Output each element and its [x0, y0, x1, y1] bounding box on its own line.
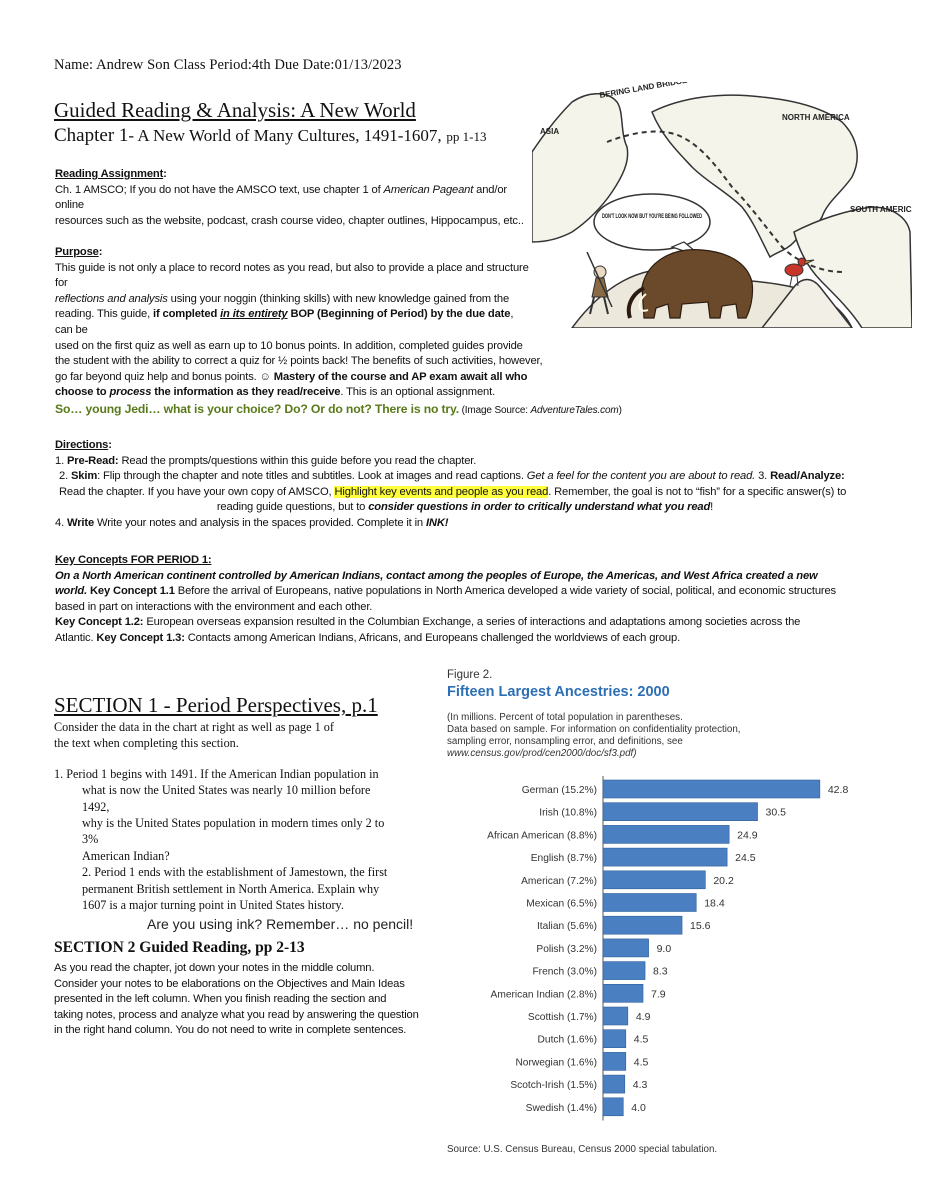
ancestry-chart [440, 665, 910, 1165]
section1-title-text: SECTION 1 - Period Perspectives, p.1 [54, 693, 378, 717]
direction-text: ! [710, 501, 714, 514]
image-source: (Image Source: [458, 404, 531, 416]
chart-value-label: 4.0 [631, 1101, 646, 1114]
purpose-text-bold: Mastery of the course and AP exam await all who [273, 370, 528, 383]
chart-value-label: 4.5 [633, 1056, 649, 1069]
image-source-site: AdventureTales.com [530, 404, 619, 416]
section2-text: As you read the chapter, jot down your notes in the middle column. [54, 962, 375, 974]
directions-heading: Directions [55, 439, 109, 451]
chart-note: sampling error, nonsampling error, and definitions, see [447, 736, 683, 747]
chart-value-label: 4.9 [635, 1011, 651, 1023]
chart-value-label: 42.8 [827, 784, 849, 796]
image-source: ) [618, 404, 622, 416]
chart-bar [603, 916, 682, 934]
direction-label: Write [67, 516, 95, 529]
key-concepts-section [55, 553, 885, 647]
chart-bars [487, 776, 848, 1121]
concept-thesis: On a North American continent controlled by American Indians, contact among the peoples of Europe, the Americas, and West Africa created a new [55, 569, 818, 582]
direction-number: 2. [59, 470, 71, 483]
question-1: why is the United States population in modern times only 2 to [82, 816, 385, 831]
highlighted-text: Highlight key events and people as you read [334, 485, 549, 498]
chart-bar [603, 803, 758, 821]
question-2: 1607 is a major turning point in United States history. [82, 898, 344, 913]
reading-text: online [55, 199, 84, 212]
direction-number: 3. [755, 470, 771, 483]
chart-bar [603, 984, 643, 1002]
document-title-text: Guided Reading & Analysis: A New World [54, 98, 416, 122]
purpose-heading: Purpose [55, 246, 99, 258]
chart-value-label: 7.9 [651, 988, 666, 1001]
chart-bar [603, 848, 727, 866]
chart-value-label: 20.2 [713, 874, 734, 887]
chart-category-label: Mexican (6.5%) [526, 898, 597, 910]
chart-bar [603, 1030, 626, 1048]
bering-label: BERING LAND BRIDGE [598, 82, 688, 100]
chart-category-label: Norwegian (1.6%) [515, 1057, 597, 1069]
chart-category-label: Polish (3.2%) [536, 943, 597, 955]
direction-label: Read/Analyze: [770, 470, 845, 483]
reading-text: Ch. 1 AMSCO; If you do not have the AMSCO text, use chapter 1 of [55, 183, 384, 196]
direction-number: 4. [55, 516, 67, 529]
directions-section [55, 438, 875, 532]
chart-category-label: Swedish (1.4%) [525, 1102, 597, 1114]
section2-title: SECTION 2 Guided Reading, pp 2-13 [54, 939, 305, 956]
chart-category-label: Italian (5.6%) [536, 921, 597, 933]
section2-text: presented in the left column. When you finish reading the section and [54, 993, 387, 1006]
section1-title [54, 693, 378, 718]
purpose-text: can be [55, 323, 88, 336]
reading-heading: Reading Assignment [55, 168, 164, 180]
chart-value-label: 24.5 [735, 852, 756, 865]
section1-intro: Consider the data in the chart at right as well as page 1 of [54, 720, 334, 734]
section2-body [54, 961, 444, 1039]
direction-text: Read the prompts/questions within this guide before you read the chapter. [118, 454, 477, 467]
chart-value-label: 24.9 [737, 829, 758, 842]
purpose-text: go far beyond quiz help and bonus points. ☺ [55, 370, 274, 383]
north-america-label: NORTH AMERICA [782, 113, 850, 122]
chart-value-label: 8.3 [653, 965, 668, 978]
chart-value-label: 9.0 [656, 942, 672, 955]
chart-bar [603, 894, 696, 912]
reading-text: resources such as the website, podcast, crash course video, chapter outlines, Hippocampus, etc.. [55, 214, 524, 227]
chart-bar [603, 871, 705, 889]
purpose-text: using your noggin (thinking skills) with new knowledge gained from the [167, 292, 510, 305]
ink-reminder: Are you using ink? Remember… no pencil! [147, 916, 414, 932]
chart-note-url: www.census.gov/prod/cen2000/doc/sf3.pdf) [447, 748, 637, 759]
chapter-title [54, 125, 487, 147]
document-title [54, 98, 416, 123]
reading-text: and/or [473, 183, 507, 196]
speech-bubble-text: DON'T LOOK NOW BUT YOU'RE BEING FOLLOWED [602, 213, 703, 220]
concept-label: Key Concept 1.2: [55, 616, 144, 629]
concept-label: Key Concept 1.1 [87, 585, 175, 598]
section2-text: Consider your notes to be elaborations on the Objectives and Main Ideas [54, 977, 405, 990]
chart-bar [603, 1052, 626, 1070]
purpose-text: . This is an optional assignment. [340, 386, 496, 399]
direction-text: . Remember, the goal is not to “fish” for a specific answer(s) to [548, 485, 847, 498]
purpose-text: , [510, 308, 514, 321]
south-america-label: SOUTH AMERICA [850, 205, 912, 214]
question-2: 2. Period 1 ends with the establishment of Jamestown, the first [82, 865, 388, 880]
chart-bar [603, 780, 820, 798]
direction-text: Write your notes and analysis in the spaces provided. Complete it in [94, 516, 426, 529]
direction-text-emphasis: consider questions in order to critically understand what you read [368, 501, 711, 514]
chart-category-label: Scotch-Irish (1.5%) [510, 1080, 597, 1092]
direction-number: 1. [55, 454, 67, 467]
chart-value-label: 18.4 [704, 897, 725, 910]
asia-label: ASIA [540, 127, 560, 136]
section2-text: in the right hand column. You do not need to write in complete sentences. [54, 1024, 407, 1037]
chart-category-label: English (8.7%) [530, 853, 597, 865]
concept-text: Before the arrival of Europeans, native populations in North America developed a wide variety of social, political, and economic structures [174, 585, 836, 598]
question-1: 1492, [82, 799, 110, 814]
chart-value-label: 30.5 [765, 806, 786, 819]
ancestry-chart-svg [440, 665, 910, 1165]
student-info-line: Name: Andrew Son Class Period:4th Due Date:01/13/2023 [54, 57, 402, 73]
chart-source: Source: U.S. Census Bureau, Census 2000 special tabulation. [447, 1144, 718, 1155]
key-concepts-heading: Key Concepts FOR PERIOD 1: [55, 554, 212, 566]
chapter-number: Chapter 1 [54, 125, 129, 146]
reading-text-book: American Pageant [383, 183, 474, 196]
chart-bar [603, 1075, 625, 1093]
chart-category-label: Irish (10.8%) [539, 807, 597, 819]
purpose-text: the student with the ability to correct a quiz for ½ points back! The benefits of such activities, however, [55, 355, 543, 368]
purpose-text-bold: the information as they read/receive [151, 386, 341, 399]
concept-thesis: world. [55, 585, 88, 598]
chart-value-label: 15.6 [690, 920, 711, 933]
question-2: permanent British settlement in North America. Explain why [82, 881, 380, 896]
purpose-text-bold: choose to [55, 386, 110, 399]
question-1: what is now the United States was nearly 10 million before [82, 783, 371, 798]
concept-text: European overseas expansion resulted in the Columbian Exchange, a series of interactions and adaptations among societies across the [143, 616, 801, 629]
section1-intro: the text when completing this section. [54, 736, 239, 751]
purpose-heading-colon: : [98, 246, 103, 258]
chart-bar [603, 1007, 628, 1025]
directions-heading-colon: : [108, 439, 112, 451]
reading-assignment [55, 167, 525, 229]
chart-title: Fifteen Largest Ancestries: 2000 [447, 684, 670, 700]
purpose-text: reading. This guide, [55, 308, 154, 321]
chart-category-label: American (7.2%) [521, 875, 597, 887]
purpose-text-bold: BOP (Beginning of Period) by the due date [287, 308, 511, 321]
direction-text: Read the chapter. If you have your own copy of AMSCO, [59, 485, 335, 498]
question-1: American Indian? [82, 848, 170, 863]
figure-label: Figure 2. [447, 669, 493, 681]
concept-text: based in part on interactions with the environment and each other. [55, 600, 373, 613]
question-1: 3% [82, 832, 99, 847]
concept-label: Key Concept 1.3: [96, 631, 185, 644]
direction-text-emphasis: INK! [425, 516, 449, 529]
reading-heading-colon: : [163, 168, 167, 180]
purpose-text: used on the first quiz as well as earn up to 10 bonus points. In addition, completed guides provide [55, 339, 523, 352]
chart-category-label: American Indian (2.8%) [490, 989, 597, 1001]
chart-value-label: 4.3 [632, 1079, 648, 1092]
chart-bar [603, 1098, 623, 1116]
chart-value-label: 4.5 [633, 1033, 649, 1046]
direction-text-italic: Get a feel for the content you are about to read. [526, 470, 756, 483]
jedi-quote: So… young Jedi… what is your choice? Do? Or do not? There is no try. [55, 401, 459, 416]
chart-note: Data based on sample. For information on confidentiality protection, [447, 724, 741, 735]
direction-text: reading guide questions, but to [216, 501, 369, 514]
chart-category-label: Scottish (1.7%) [527, 1012, 597, 1023]
chart-bar [603, 962, 645, 980]
direction-text: : Flip through the chapter and note titles and subtitles. Look at images and read captions. [97, 470, 527, 483]
chart-bar [603, 825, 729, 843]
chapter-pages: pp 1-13 [446, 129, 487, 144]
purpose-text: for [55, 277, 68, 290]
direction-label: Pre-Read: [67, 454, 119, 467]
section2-text: taking notes, process and analyze what you read by answering the question [54, 1008, 419, 1021]
chart-category-label: German (15.2%) [521, 785, 597, 796]
chart-category-label: French (3.0%) [532, 966, 597, 978]
cartoon-drawing [532, 82, 912, 328]
purpose-text-emphasis: in its entirety [220, 308, 288, 321]
purpose-text-emphasis: process [109, 386, 152, 399]
section1-body [54, 719, 444, 913]
concept-text: Contacts among American Indians, Africans, and Europeans challenged the worldviews of each group. [184, 631, 681, 644]
purpose-text-bold: if completed [153, 308, 221, 321]
chart-category-label: Dutch (1.6%) [537, 1034, 597, 1046]
question-1: 1. Period 1 begins with 1491. If the American Indian population in [54, 766, 379, 781]
direction-label: Skim [71, 470, 98, 483]
chart-bar [603, 939, 649, 957]
chapter-subtitle: - A New World of Many Cultures, 1491-1607, [128, 126, 442, 145]
chart-category-label: African American (8.8%) [487, 830, 597, 842]
purpose-text-italic: reflections and analysis [55, 292, 168, 305]
chart-note: (In millions. Percent of total population in parentheses. [447, 712, 683, 723]
purpose-text: This guide is not only a place to record notes as you read, but also to provide a place and structure [55, 261, 529, 274]
bering-land-bridge-cartoon [532, 82, 912, 328]
speech-bubble [594, 194, 710, 250]
concept-text: Atlantic. [55, 631, 97, 644]
